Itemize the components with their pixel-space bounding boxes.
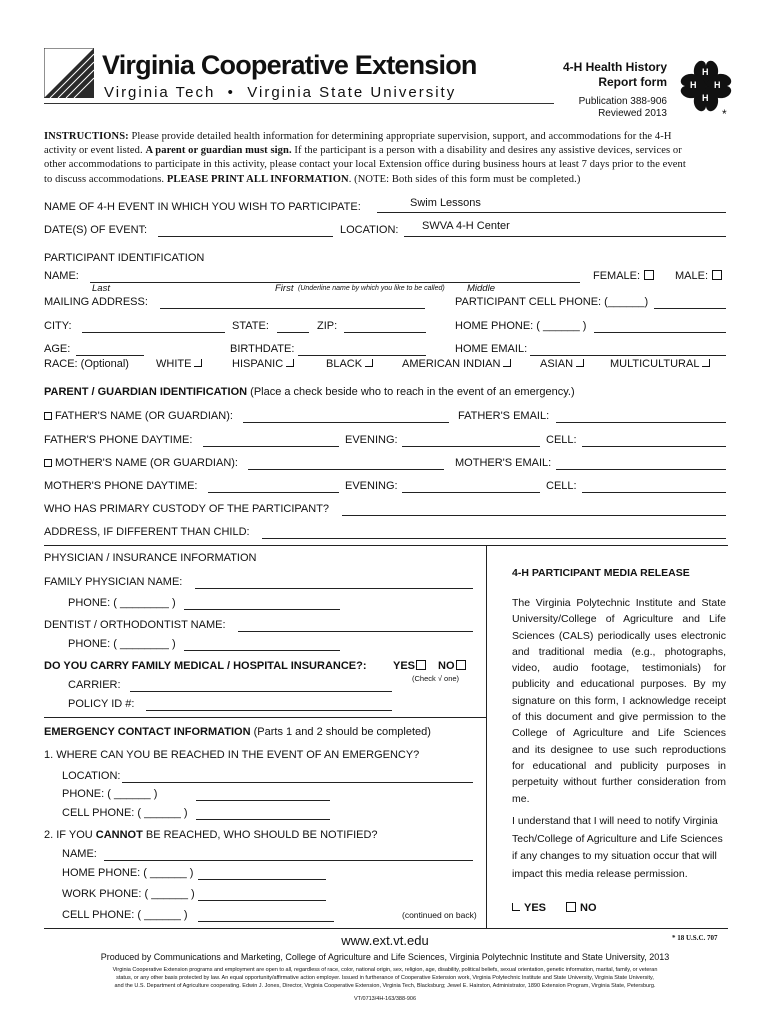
carrier-label: CARRIER: xyxy=(68,679,121,691)
section-bottom-rule xyxy=(44,928,728,929)
participant-heading: PARTICIPANT IDENTIFICATION xyxy=(44,252,205,264)
org-name: Virginia Cooperative Extension xyxy=(102,50,477,80)
mother-email-field[interactable] xyxy=(556,457,726,470)
insurance-yes-checkbox[interactable] xyxy=(416,660,426,670)
mother-name-field[interactable] xyxy=(248,457,444,470)
alt-address-field[interactable] xyxy=(262,526,726,539)
instructions-line2a: activity or event listed. xyxy=(44,145,146,157)
home-phone-field[interactable] xyxy=(594,320,726,333)
svg-text:H: H xyxy=(690,80,697,90)
hispanic-checkbox[interactable] xyxy=(286,359,294,367)
home-email-label: HOME EMAIL: xyxy=(455,343,528,355)
father-evening-label: EVENING: xyxy=(345,434,398,446)
mother-checkbox[interactable] xyxy=(44,459,52,467)
participant-name-field[interactable] xyxy=(90,270,580,283)
female-label: FEMALE: xyxy=(593,270,654,282)
race-black: BLACK xyxy=(326,358,373,370)
svg-text:*: * xyxy=(722,107,727,120)
four-h-clover-icon xyxy=(676,56,736,120)
custody-field[interactable] xyxy=(342,503,726,516)
event-location-label: LOCATION: xyxy=(340,224,399,236)
dentist-phone-field[interactable] xyxy=(184,638,340,651)
state-field[interactable] xyxy=(277,320,309,333)
instructions-line4c: . (NOTE: Both sides of this form must be completed.) xyxy=(348,173,581,185)
notify-name-label: NAME: xyxy=(62,848,97,860)
instructions xyxy=(44,130,686,187)
family-physician-field[interactable] xyxy=(195,576,473,589)
first-note: (Underline name by which you like to be called) xyxy=(298,285,445,292)
instructions-line1: Please provide detailed health information for determining appropriate supervision, support, and accommodations for the 4-H xyxy=(128,131,672,142)
footer-produced: Produced by Communications and Marketing, College of Agriculture and Life Sciences, Virginia Polytechnic Institute and State University, 2013 xyxy=(100,952,670,962)
emergency-phone-field[interactable] xyxy=(196,788,330,801)
media-yes-checkbox[interactable] xyxy=(512,903,520,911)
media-paragraph-2: I understand that I will need to notify Virginia Tech/College of Agriculture and Life Sciences if any changes to my situation occur that will impact this media release permission. xyxy=(512,815,723,880)
zip-label: ZIP: xyxy=(317,320,338,332)
footer-legal-1: Virginia Cooperative Extension programs and employment are open to all, regardless of race, color, national origin, sex, religion, age, disability, political beliefs, sexual orientation, genetic information, marital, family, or veteran xyxy=(112,967,658,973)
insurance-yes: YES xyxy=(393,660,426,672)
city-field[interactable] xyxy=(82,320,225,333)
middle-caption: Middle xyxy=(467,283,495,294)
insurance-question: DO YOU CARRY FAMILY MEDICAL / HOSPITAL INSURANCE?: xyxy=(44,660,367,672)
form-title-2: Report form xyxy=(598,75,667,89)
father-phone-field[interactable] xyxy=(203,434,339,447)
instructions-line4b: PLEASE PRINT ALL INFORMATION xyxy=(166,173,349,185)
state-label: STATE: xyxy=(232,320,269,332)
event-name-value: Swim Lessons xyxy=(410,197,481,209)
female-checkbox[interactable] xyxy=(644,270,654,280)
form-title-1: 4-H Health History xyxy=(562,60,667,74)
dentist-phone-label: PHONE: ( ________ ) xyxy=(68,638,176,650)
city-label: CITY: xyxy=(44,320,72,332)
mother-name-label: MOTHER'S NAME (OR GUARDIAN): xyxy=(44,457,238,469)
svg-text:H: H xyxy=(702,67,709,77)
father-checkbox[interactable] xyxy=(44,412,52,420)
birthdate-field[interactable] xyxy=(298,343,426,356)
race-white: WHITE xyxy=(156,358,202,370)
black-checkbox[interactable] xyxy=(365,359,373,367)
instructions-lead: INSTRUCTIONS: xyxy=(44,131,129,142)
emergency-top-rule xyxy=(44,717,486,718)
policy-label: POLICY ID #: xyxy=(68,698,135,710)
notify-cell-field[interactable] xyxy=(198,909,334,922)
mother-email-label: MOTHER'S EMAIL: xyxy=(455,457,552,469)
event-dates-field[interactable] xyxy=(158,222,333,237)
reviewed-date: Reviewed 2013 xyxy=(598,108,667,119)
media-no-checkbox[interactable] xyxy=(566,902,576,912)
physician-phone-label: PHONE: ( ________ ) xyxy=(68,597,176,609)
birthdate-label: BIRTHDATE: xyxy=(230,343,295,355)
first-caption: First xyxy=(275,283,294,294)
media-paragraph-1: The Virginia Polytechnic Institute and State University/College of Agriculture and Life Sciences (CALS) periodically uses electronic and traditional media (e.g., photographs, video, audio footage, testimonials) for publicity and educational purposes. By my signature on this form, I acknowledge receipt of this document and give permission to the College of Agriculture and Life Sciences and its designee to use such reproductions for educational and publicity purposes in perpetuity without further consideration from me. xyxy=(512,597,726,805)
male-checkbox[interactable] xyxy=(712,270,722,280)
race-american-indian: AMERICAN INDIAN xyxy=(402,358,511,370)
footer-code: VT/0713/4H-163/388-906 xyxy=(353,996,417,1002)
carrier-field[interactable] xyxy=(130,679,392,692)
instructions-line3: other accommodations to participate in this activity, please contact your local Extension office during business hours at least 7 days prior to the event xyxy=(44,159,686,171)
race-asian: ASIAN xyxy=(540,358,584,370)
mother-phone-label: MOTHER'S PHONE DAYTIME: xyxy=(44,480,198,492)
parent-heading: PARENT / GUARDIAN IDENTIFICATION (Place a check beside who to reach in the event of an emergency.) xyxy=(44,386,575,398)
event-dates-label: DATE(S) OF EVENT: xyxy=(44,224,148,236)
alt-address-label: ADDRESS, IF DIFFERENT THAN CHILD: xyxy=(44,526,250,538)
svg-text:H: H xyxy=(702,93,709,103)
mailing-address-label: MAILING ADDRESS: xyxy=(44,296,148,308)
mother-cell-field[interactable] xyxy=(582,480,726,493)
vce-logo-mark xyxy=(44,48,94,98)
age-label: AGE: xyxy=(44,343,71,355)
father-phone-label: FATHER'S PHONE DAYTIME: xyxy=(44,434,193,446)
publication-number: Publication 388-906 xyxy=(578,96,667,107)
notify-cell-label: CELL PHONE: ( ______ ) xyxy=(62,909,188,921)
mother-cell-label: CELL: xyxy=(546,480,577,492)
physician-heading: PHYSICIAN / INSURANCE INFORMATION xyxy=(44,552,257,564)
header-rule xyxy=(44,103,554,104)
footer-legal-3: and the U.S. Department of Agriculture cooperating. Edwin J. Jones, Director, Virginia Cooperative Extension, Virginia Tech, Blacksburg; Jewel E. Hairston, Administrator, 1890 Extension Program, Virginia State, Petersburg. xyxy=(114,983,656,989)
father-cell-field[interactable] xyxy=(582,434,726,447)
notify-home-field[interactable] xyxy=(198,867,326,880)
participant-name-label: NAME: xyxy=(44,270,79,282)
dentist-label: DENTIST / ORTHODONTIST NAME: xyxy=(44,619,226,631)
zip-field[interactable] xyxy=(344,320,426,333)
father-email-label: FATHER'S EMAIL: xyxy=(458,410,550,422)
policy-field[interactable] xyxy=(146,698,392,711)
race-multicultural: MULTICULTURAL xyxy=(610,358,710,370)
emergency-heading: EMERGENCY CONTACT INFORMATION (Parts 1 and 2 should be completed) xyxy=(44,726,431,738)
insurance-no-checkbox[interactable] xyxy=(456,660,466,670)
notify-work-field[interactable] xyxy=(198,888,326,901)
white-checkbox[interactable] xyxy=(194,359,202,367)
dentist-field[interactable] xyxy=(238,619,473,632)
emergency-location-field[interactable] xyxy=(122,770,473,783)
mailing-address-field[interactable] xyxy=(160,296,425,309)
notify-work-label: WORK PHONE: ( ______ ) xyxy=(62,888,195,900)
emergency-cell-field[interactable] xyxy=(196,807,330,820)
father-cell-label: CELL: xyxy=(546,434,577,446)
race-hispanic: HISPANIC xyxy=(232,358,294,370)
father-name-field[interactable] xyxy=(243,410,449,423)
org-subtitle: Virginia Tech • Virginia State University xyxy=(104,84,457,101)
mother-evening-field[interactable] xyxy=(402,480,540,493)
emergency-phone-label: PHONE: ( ______ ) xyxy=(62,788,158,800)
race-label: RACE: (Optional) xyxy=(44,358,129,370)
media-no: NO xyxy=(566,902,597,914)
mother-evening-label: EVENING: xyxy=(345,480,398,492)
male-label: MALE: xyxy=(675,270,722,282)
event-name-label: NAME OF 4-H EVENT IN WHICH YOU WISH TO PARTICIPATE: xyxy=(44,201,361,213)
notify-name-field[interactable] xyxy=(104,848,473,861)
mother-phone-field[interactable] xyxy=(208,480,339,493)
emergency-q1: 1. WHERE CAN YOU BE REACHED IN THE EVENT OF AN EMERGENCY? xyxy=(44,749,420,761)
usc-note: * 18 U.S.C. 707 xyxy=(672,934,718,942)
physician-phone-field[interactable] xyxy=(184,597,340,610)
emergency-q2: 2. IF YOU CANNOT BE REACHED, WHO SHOULD BE NOTIFIED? xyxy=(44,829,378,841)
insurance-no: NO xyxy=(438,660,466,672)
section-top-rule xyxy=(44,545,728,546)
instructions-line2c: If the participant is a person with a disability and desires any assistive devices, services or xyxy=(291,145,682,157)
media-heading: 4-H PARTICIPANT MEDIA RELEASE xyxy=(512,567,690,579)
father-evening-field[interactable] xyxy=(402,434,540,447)
instructions-line2b: A parent or guardian must sign. xyxy=(145,145,292,157)
footer-legal-2: status, or any other basis protected by law. An equal opportunity/affirmative action employer. Issued in furtherance of Cooperative Extension work, Virginia Polytechnic Institute and State University, Virginia State University, xyxy=(116,975,654,981)
asian-checkbox[interactable] xyxy=(576,359,584,367)
event-location-value: SWVA 4-H Center xyxy=(422,220,510,232)
age-field[interactable] xyxy=(76,343,144,356)
instructions-line4a: to discuss accommodations. xyxy=(44,173,167,185)
multicultural-checkbox[interactable] xyxy=(702,359,710,367)
participant-cell-field[interactable] xyxy=(654,296,726,309)
home-phone-label: HOME PHONE: ( ______ ) xyxy=(455,320,587,332)
family-physician-label: FAMILY PHYSICIAN NAME: xyxy=(44,576,183,588)
home-email-field[interactable] xyxy=(530,343,726,356)
custody-label: WHO HAS PRIMARY CUSTODY OF THE PARTICIPANT? xyxy=(44,503,330,515)
emergency-cell-label: CELL PHONE: ( ______ ) xyxy=(62,807,188,819)
father-email-field[interactable] xyxy=(556,410,726,423)
emergency-location-label: LOCATION: xyxy=(62,770,121,782)
column-divider xyxy=(486,545,487,928)
last-caption: Last xyxy=(92,283,110,294)
footer-url[interactable]: www.ext.vt.edu xyxy=(341,933,429,948)
american-indian-checkbox[interactable] xyxy=(503,359,511,367)
media-yes: YES xyxy=(512,902,546,914)
participant-cell-label: PARTICIPANT CELL PHONE: (______) xyxy=(455,296,649,308)
father-name-label: FATHER'S NAME (OR GUARDIAN): xyxy=(44,410,233,422)
continued-note: (continued on back) xyxy=(402,910,477,920)
notify-home-label: HOME PHONE: ( ______ ) xyxy=(62,867,194,879)
check-one-note: (Check √ one) xyxy=(412,674,460,683)
svg-text:H: H xyxy=(714,80,721,90)
